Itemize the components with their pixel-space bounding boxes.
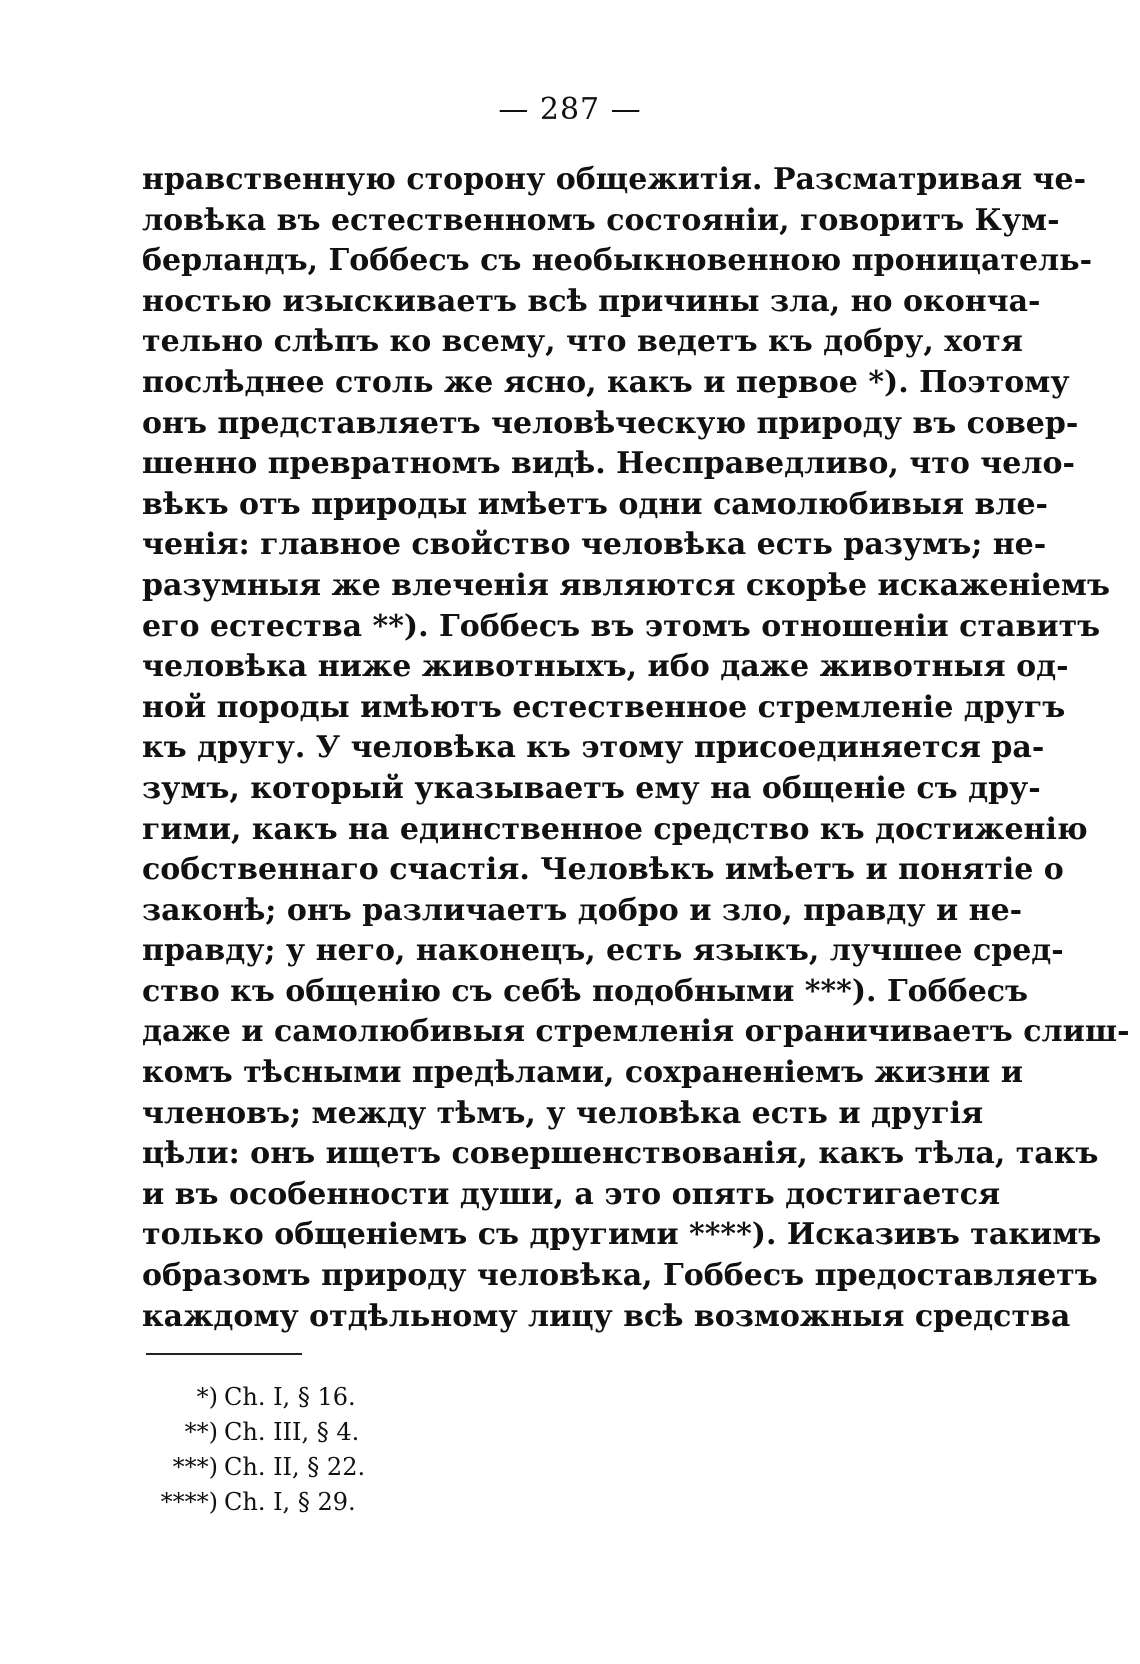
text-line: послѣднее столь же ясно, какъ и первое *). Поэтому (142, 364, 1070, 400)
text-line: нравственную сторону общежитія. Разсматривая че- (142, 162, 1087, 197)
text-line: и въ особенности души, а это опять достигается (142, 1176, 1001, 1212)
text-line: ство къ общенію съ себѣ подобными ***). Гоббесъ (142, 973, 1029, 1009)
footnote (150, 1380, 450, 1415)
text-line: законѣ; онъ различаетъ добро и зло, правду и не- (142, 892, 1023, 928)
footnotes (150, 1380, 450, 1520)
text-line: ченія: главное свойство человѣка есть разумъ; не- (142, 527, 1047, 563)
footnote-text: Ch. I, § 29. (224, 1488, 356, 1516)
text-line: каждому отдѣльному лицу всѣ возможныя средства (142, 1298, 1071, 1334)
text-line: тельно слѣпъ ко всему, что ведетъ къ добру, хотя (142, 324, 1023, 360)
text-line: зумъ, который указываетъ ему на общеніе съ дру- (142, 770, 1041, 806)
footnote-separator (146, 1353, 302, 1355)
footnote-marker: **) (184, 1418, 218, 1446)
text-line: онъ представляетъ человѣческую природу въ совер- (142, 405, 1079, 441)
footnote (150, 1415, 450, 1450)
page-number: — 287 — (498, 92, 642, 127)
footnote (150, 1485, 450, 1520)
text-line: гими, какъ на единственное средство къ достиженію (142, 811, 1088, 847)
text-line: собственнаго счастія. Человѣкъ имѣетъ и понятіе о (142, 852, 1064, 888)
text-line: цѣли: онъ ищетъ совершенствованія, какъ тѣла, такъ (142, 1136, 1099, 1172)
text-line: комъ тѣсными предѣлами, сохраненіемъ жизни и (142, 1055, 1024, 1091)
text-line: вѣкъ отъ природы имѣетъ одни самолюбивыя вле- (142, 486, 1049, 522)
text-line: членовъ; между тѣмъ, у человѣка есть и другія (142, 1095, 984, 1131)
text-line: ной породы имѣютъ естественное стремленіе другъ (142, 689, 1066, 725)
footnote-text: Ch. I, § 16. (224, 1383, 356, 1411)
footnote-marker: ****) (160, 1488, 218, 1516)
body-text (142, 160, 1130, 1337)
footnote-marker: *) (196, 1383, 218, 1411)
text-line: шенно превратномъ видѣ. Несправедливо, что чело- (142, 446, 1075, 482)
footnote-text: Ch. II, § 22. (224, 1453, 366, 1481)
text-line: его естества **). Гоббесъ въ этомъ отношеніи ставитъ (142, 608, 1101, 644)
text-line: образомъ природу человѣка, Гоббесъ предоставляетъ (142, 1258, 1098, 1294)
text-line: къ другу. У человѣка къ этому присоединяется ра- (142, 730, 1045, 766)
text-line: ловѣка въ естественномъ состояніи, говоритъ Кум- (142, 202, 1060, 238)
footnote (150, 1450, 450, 1485)
text-line: берландъ, Гоббесъ съ необыкновенною проницатель- (142, 243, 1093, 279)
text-line: правду; у него, наконецъ, есть языкъ, лучшее сред- (142, 933, 1064, 969)
text-line: даже и самолюбивыя стремленія ограничиваетъ слиш- (142, 1014, 1130, 1050)
footnote-marker: ***) (172, 1453, 218, 1481)
text-line: только общеніемъ съ другими ****). Исказивъ такимъ (142, 1217, 1102, 1253)
text-line: разумныя же влеченія являются скорѣе искаженіемъ (142, 567, 1110, 603)
text-line: человѣка ниже животныхъ, ибо даже животныя од- (142, 649, 1069, 685)
footnote-text: Ch. III, § 4. (224, 1418, 360, 1446)
text-line: ностью изыскиваетъ всѣ причины зла, но оконча- (142, 283, 1041, 319)
